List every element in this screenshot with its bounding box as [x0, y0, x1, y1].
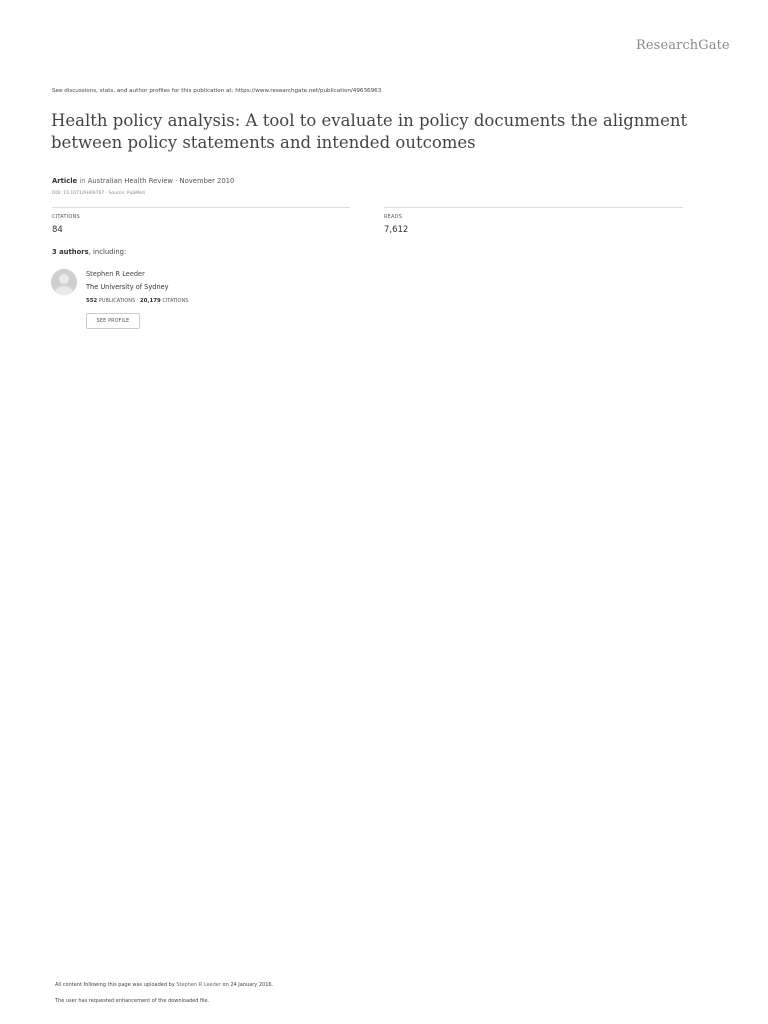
see-discussions-line	[52, 88, 381, 94]
author-publications-label: PUBLICATIONS	[98, 298, 136, 304]
avatar-silhouette	[51, 269, 77, 295]
citations-count: 84	[52, 225, 63, 235]
uploader-name-link[interactable]: Stephen R Leeder	[176, 982, 221, 988]
author-citations-label: CITATIONS	[162, 298, 189, 304]
upload-date: 24 January 2016.	[230, 982, 274, 988]
discussions-text: See discussions, stats, and author profiles for this publication at:	[52, 88, 236, 94]
see-profile-button[interactable]: SEE PROFILE	[86, 313, 140, 329]
stats-divider-left	[52, 207, 350, 208]
authors-heading	[52, 248, 126, 256]
publication-type: Article	[52, 177, 78, 185]
reads-label: READS	[384, 214, 403, 220]
author-name-link[interactable]: Stephen R Leeder	[86, 270, 145, 278]
upload-on: on	[220, 982, 231, 988]
enhancement-note: The user has requested enhancement of the downloaded file.	[55, 998, 210, 1004]
stats-divider-right	[384, 207, 683, 208]
author-citations-count: 20,179	[139, 298, 161, 304]
upload-prefix: All content following this page was uploaded by	[55, 982, 177, 988]
doi-source-line: DOI: 10.1071/AH09767 · Source: PubMed	[52, 191, 145, 196]
author-stats	[86, 298, 188, 304]
publication-date: November 2010	[179, 177, 235, 185]
date-separator: ·	[175, 177, 178, 185]
reads-count: 7,612	[384, 225, 409, 235]
researchgate-logo[interactable]: ResearchGate	[636, 38, 730, 53]
upload-note	[55, 982, 273, 988]
author-institution: The University of Sydney	[86, 283, 169, 291]
publication-url-link[interactable]: https://www.researchgate.net/publication/49636963	[235, 88, 382, 94]
publication-title: Health policy analysis: A tool to evaluate in policy documents the alignment between policy statements and intended outcomes	[51, 111, 688, 152]
citations-label: CITATIONS	[52, 214, 80, 220]
publication-meta	[52, 177, 234, 185]
authors-including: , including:	[88, 248, 127, 256]
authors-count: 3 authors	[52, 248, 89, 256]
journal-name: Australian Health Review	[87, 177, 173, 185]
author-publications-count: 552	[86, 298, 98, 304]
in-label: in	[79, 177, 86, 185]
default-user-avatar-icon[interactable]	[51, 269, 77, 295]
